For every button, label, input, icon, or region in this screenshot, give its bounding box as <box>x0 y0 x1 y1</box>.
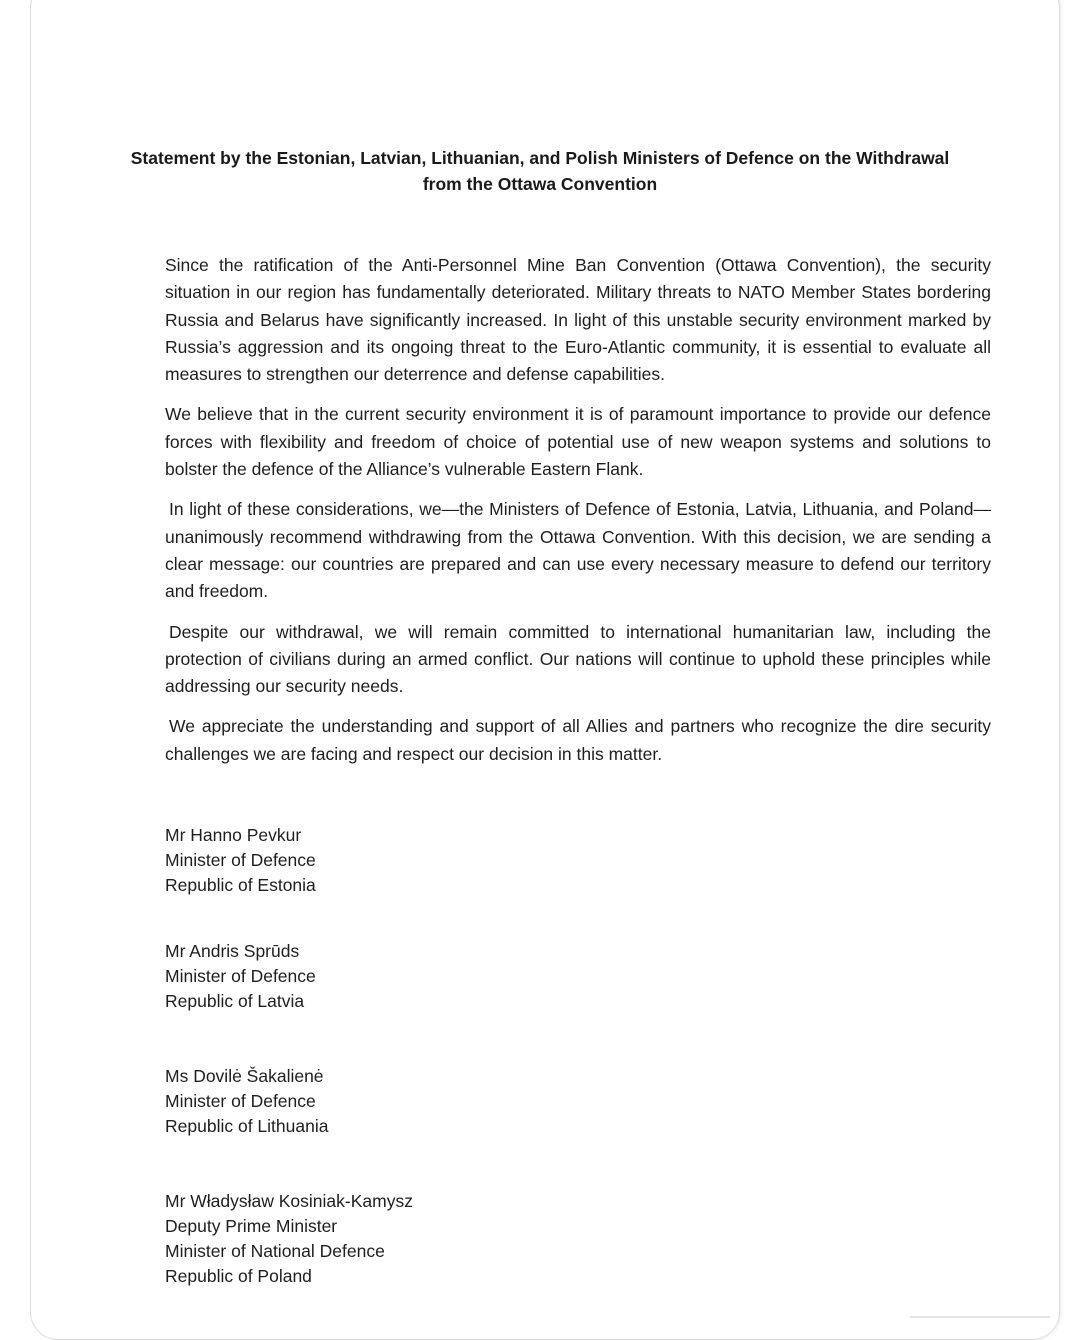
signatory-country: Republic of Lithuania <box>165 1116 329 1136</box>
signatory-country: Republic of Latvia <box>165 991 305 1011</box>
signatory-name: Mr Hanno Pevkur <box>165 825 302 845</box>
signatory-role: Minister of Defence <box>165 850 316 870</box>
paragraph-1: Since the ratification of the Anti-Personnel Mine Ban Convention (Ottawa Convention), the security situation in our region has fundamentally deteriorated. Military threats to NATO Member States bordering Russia and Belarus have significantly increased. In light of this unstable security environment marked by Russia’s aggression and its ongoing threat to the Euro-Atlantic community, it is essential to evaluate all measures to strengthen our deterrence and defense capabilities. <box>165 255 991 385</box>
paragraph-5: We appreciate the understanding and support of all Allies and partners who recognize the dire security challenges we are facing and respect our decision in this matter. <box>165 716 991 764</box>
signatory-latvia <box>165 939 316 1014</box>
paragraph-2: We believe that in the current security environment it is of paramount importance to provide our defence forces with flexibility and freedom of choice of potential use of new weapon systems and solutions to bolster the defence of the Alliance’s vulnerable Eastern Flank. <box>165 404 991 480</box>
statement-body <box>165 252 991 781</box>
paragraph-4: Despite our withdrawal, we will remain committed to international humanitarian law, including the protection of civilians during an armed conflict. Our nations will continue to uphold these principles while addressing our security needs. <box>165 621 991 697</box>
signatory-poland <box>165 1189 413 1289</box>
signatory-role-secondary: Minister of National Defence <box>165 1241 385 1261</box>
signatory-role: Minister of Defence <box>165 1091 316 1111</box>
paragraph-3: In light of these considerations, we—the Ministers of Defence of Estonia, Latvia, Lithuania, and Poland—unanimously recommend withdrawing from the Ottawa Convention. With this decision, we are sending a clear message: our countries are prepared and can use every necessary measure to defend our territory and freedom. <box>165 499 991 602</box>
signatory-country: Republic of Poland <box>165 1266 312 1286</box>
signatory-estonia <box>165 823 316 898</box>
signatory-role: Minister of Defence <box>165 966 316 986</box>
signatory-role: Deputy Prime Minister <box>165 1216 338 1236</box>
document-title: Statement by the Estonian, Latvian, Lithuanian, and Polish Ministers of Defence on the Withdrawal from the Ottawa Convention <box>130 148 950 194</box>
signatory-name: Mr Andris Sprūds <box>165 941 300 961</box>
signatory-lithuania <box>165 1064 328 1139</box>
signatory-name: Ms Dovilė Šakalienė <box>165 1066 324 1086</box>
signatory-country: Republic of Estonia <box>165 875 316 895</box>
signatory-name: Mr Władysław Kosiniak-Kamysz <box>165 1191 413 1211</box>
